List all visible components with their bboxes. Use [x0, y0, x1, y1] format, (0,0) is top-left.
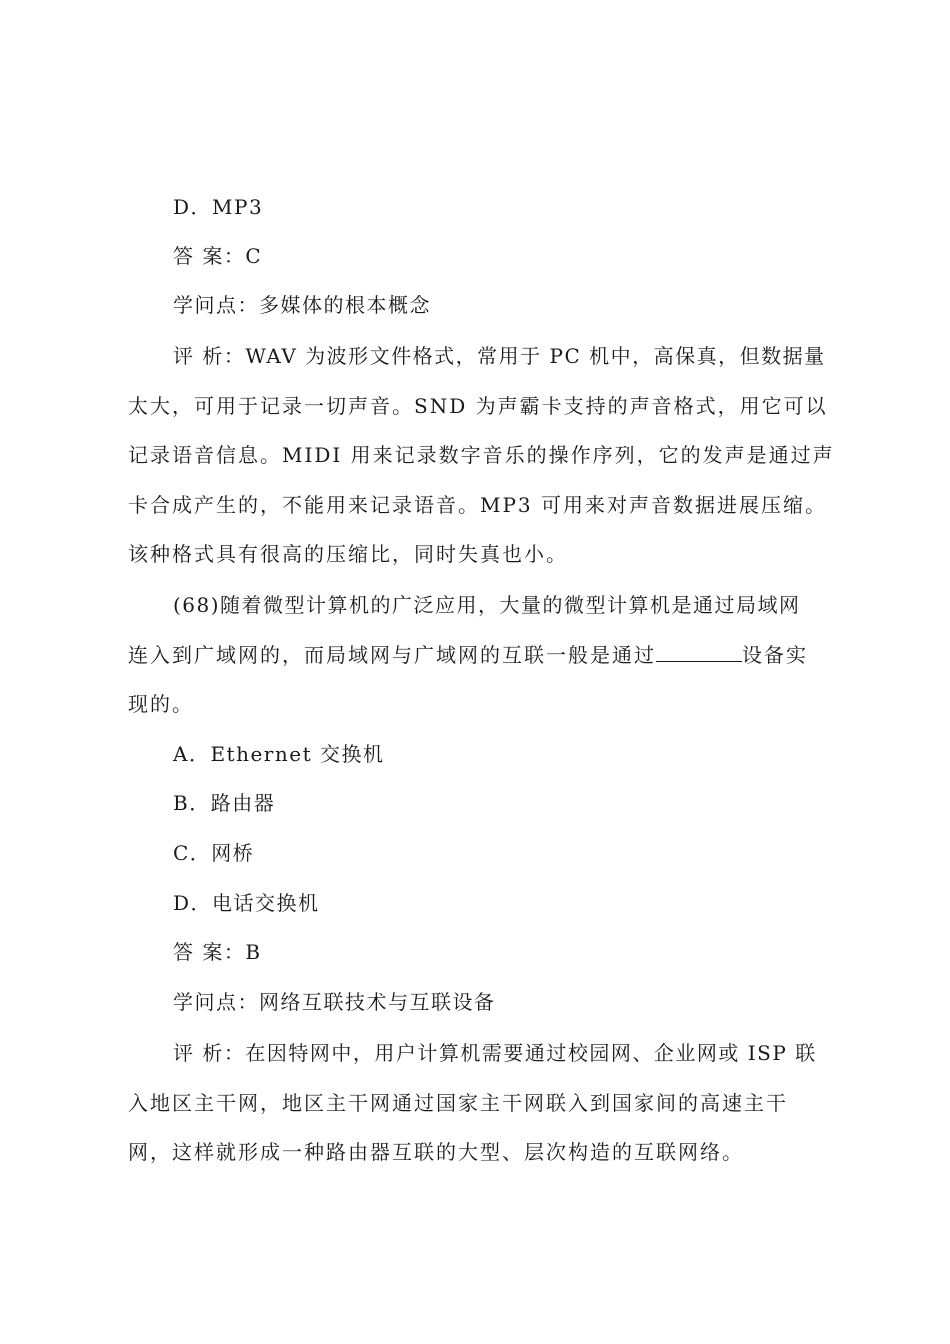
q68-stem-text: 设备实	[742, 643, 808, 667]
q68-analysis-line: 入地区主干网，地区主干网通过国家主干网联入到国家间的高速主干	[128, 1091, 788, 1115]
q68-option-a: A．Ethernet 交换机	[173, 742, 385, 766]
q68-option-d: D．电话交换机	[173, 891, 320, 915]
q68-analysis-line: 评 析：在因特网中，用户计算机需要通过校园网、企业网或 ISP 联	[173, 1041, 817, 1065]
q68-analysis-line: 网，这样就形成一种路由器互联的大型、层次构造的互联网络。	[128, 1140, 744, 1164]
q67-analysis-line: 该种格式具有很高的压缩比，同时失真也小。	[128, 542, 568, 566]
q67-analysis-line: 太大，可用于记录一切声音。SND 为声霸卡支持的声音格式，用它可以	[128, 394, 828, 418]
q67-knowledge-point: 学问点：多媒体的根本概念	[173, 293, 431, 317]
q67-analysis-line: 卡合成产生的，不能用来记录语音。MP3 可用来对声音数据进展压缩。	[128, 493, 828, 517]
q68-stem-line: (68)随着微型计算机的广泛应用，大量的微型计算机是通过局域网	[173, 593, 801, 617]
q68-answer: 答 案：B	[173, 940, 262, 964]
q67-option-d: D．MP3	[173, 195, 264, 219]
q68-option-c: C．网桥	[173, 841, 255, 865]
q68-knowledge-point: 学问点：网络互联技术与互联设备	[173, 990, 496, 1014]
q67-answer: 答 案：C	[173, 244, 263, 268]
q68-option-b: B．路由器	[173, 791, 276, 815]
answer-blank	[656, 643, 742, 662]
q68-stem-line	[128, 641, 832, 669]
q67-analysis-line: 评 析：WAV 为波形文件格式，常用于 PC 机中，高保真，但数据量	[173, 344, 826, 368]
q68-stem-line: 现的。	[128, 692, 194, 716]
q67-analysis-line: 记录语音信息。MIDI 用来记录数字音乐的操作序列，它的发声是通过声	[128, 443, 835, 467]
q68-stem-text: 连入到广域网的，而局域网与广域网的互联一般是通过	[128, 643, 656, 667]
